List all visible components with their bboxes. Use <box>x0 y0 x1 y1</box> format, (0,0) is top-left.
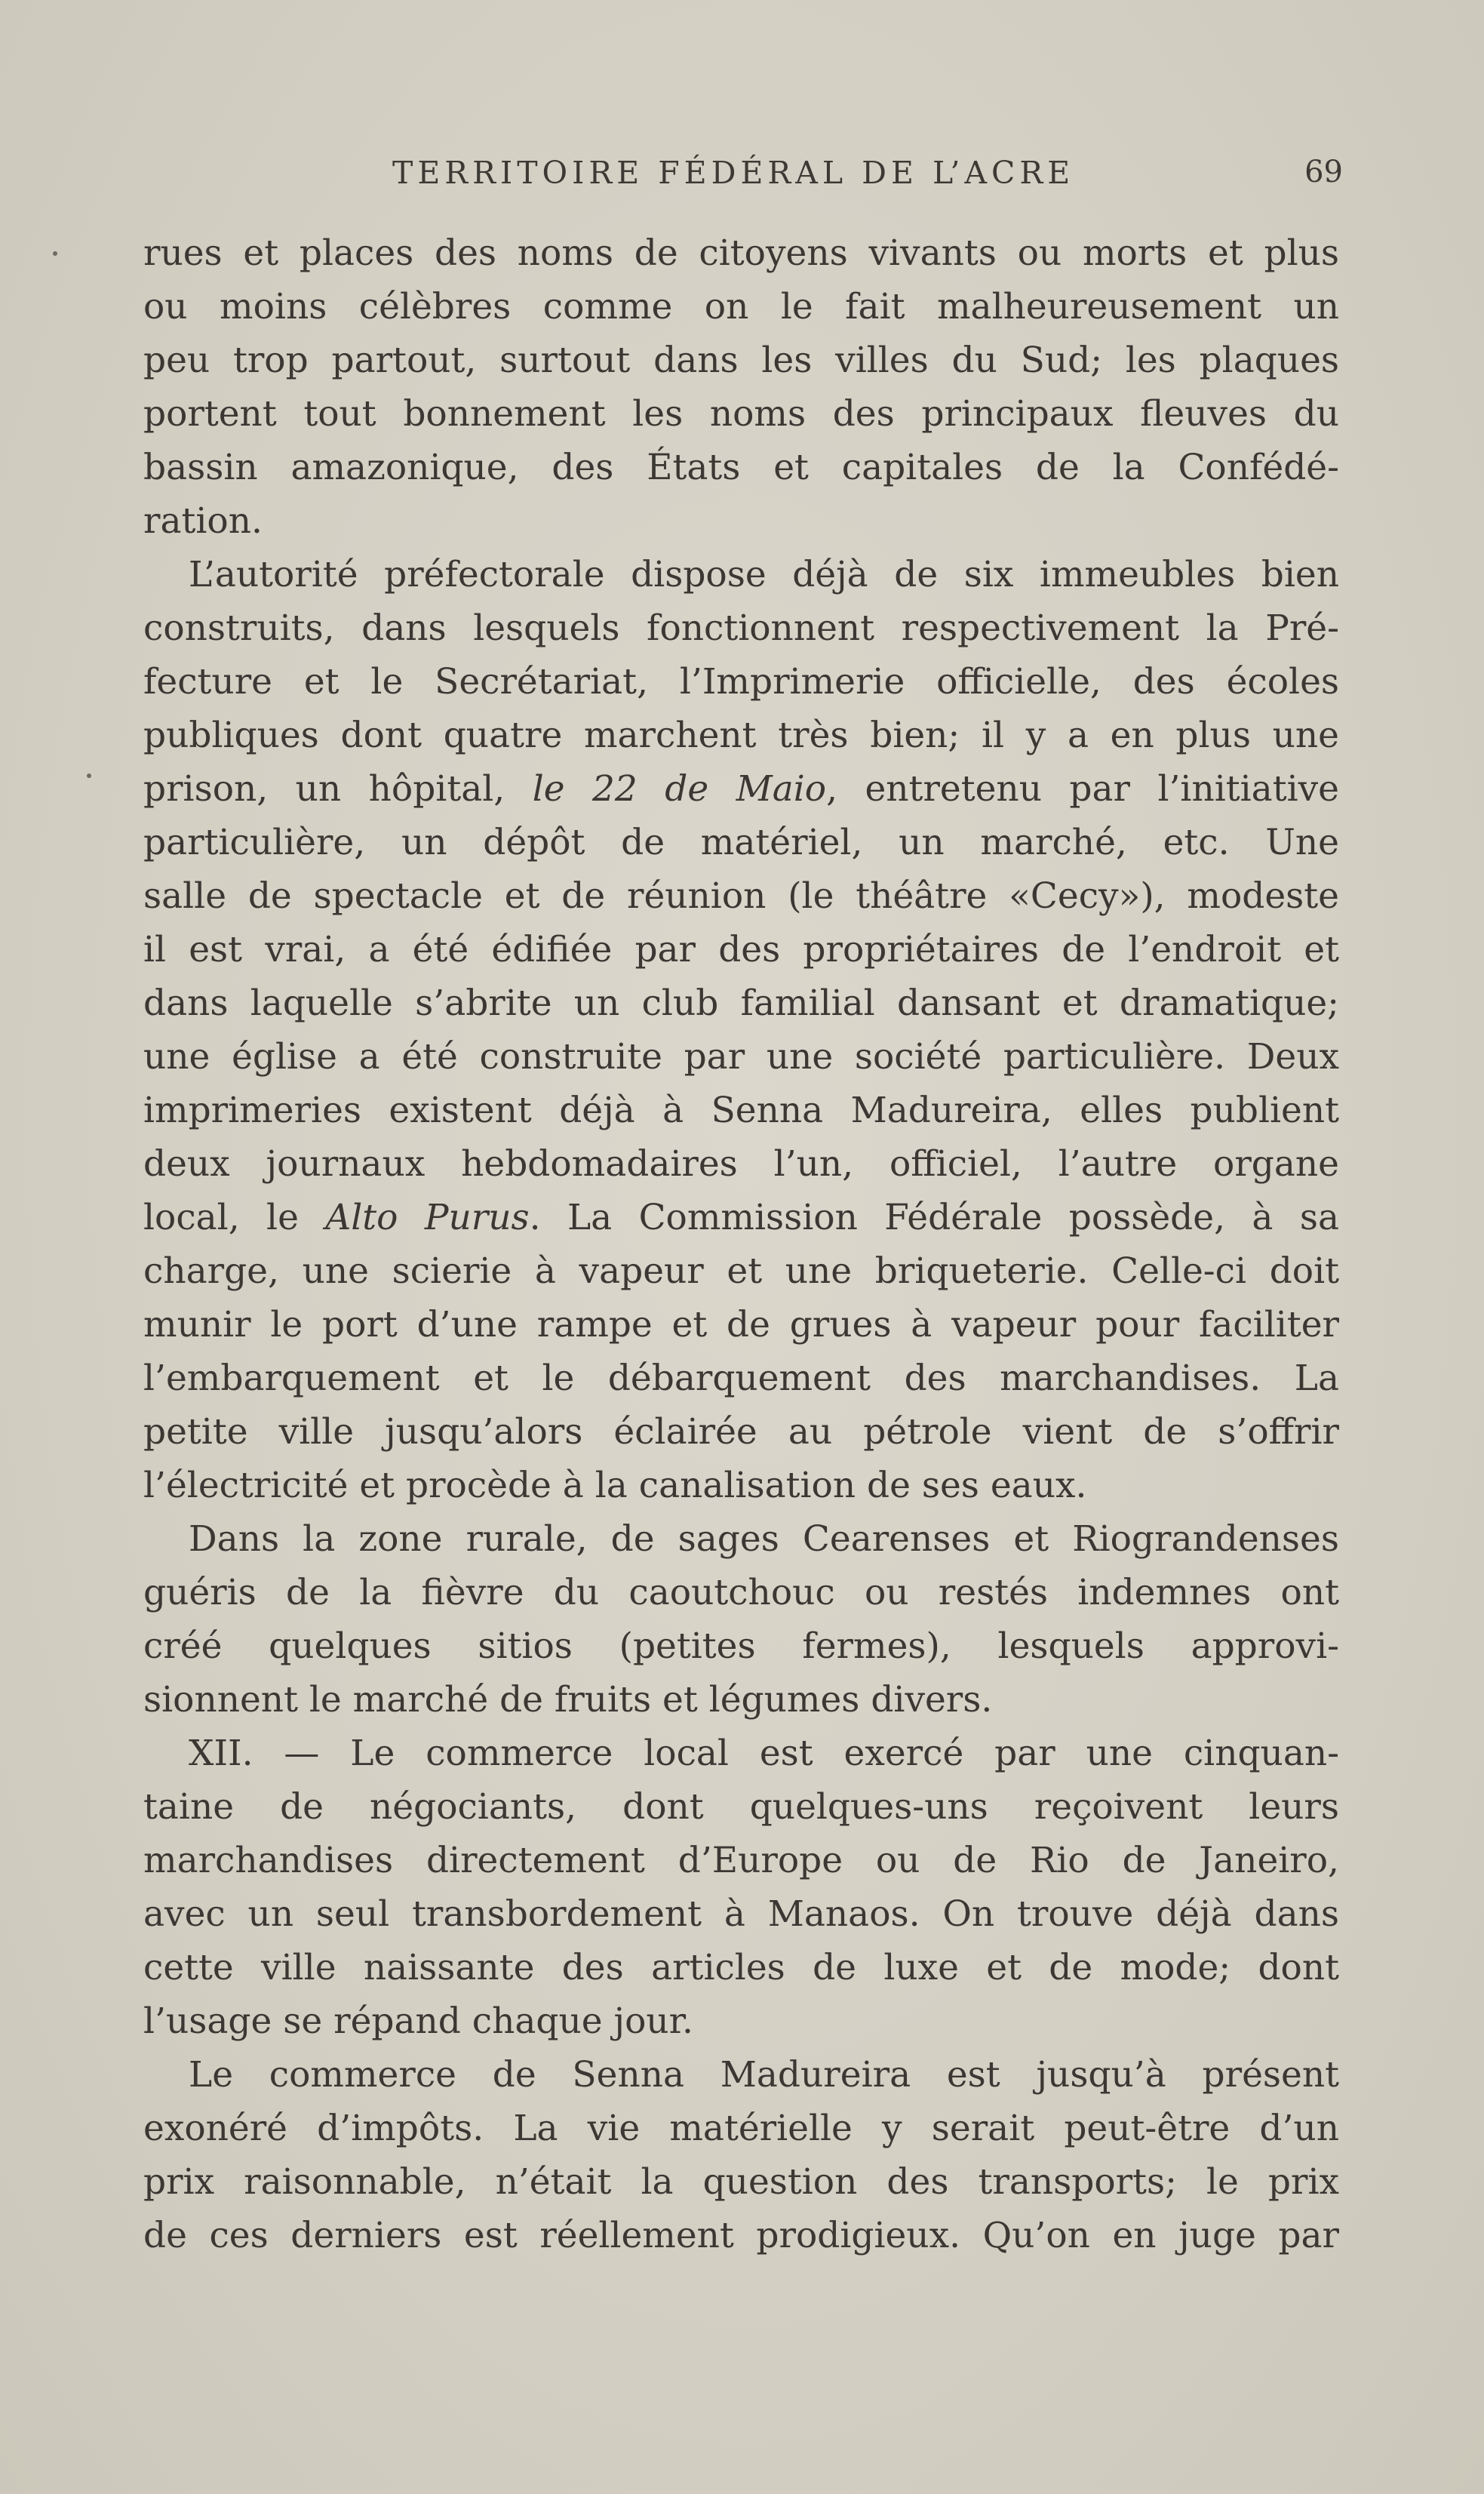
margin-dot <box>53 251 57 256</box>
text-line: il est vrai, a été édifiée par des propriétaires de l’endroit et <box>143 929 1339 970</box>
text-line: salle de spectacle et de réunion (le théâtre «Cecy»), modeste <box>143 875 1339 917</box>
text-line: munir le port d’une rampe et de grues à vapeur pour faciliter <box>143 1304 1339 1345</box>
paragraph <box>143 548 1339 1512</box>
text-line: dans laquelle s’abrite un club familial dansant et dramatique; <box>143 983 1339 1024</box>
text-line: ration. <box>143 500 263 542</box>
text-line: imprimeries existent déjà à Senna Madureira, elles publient <box>143 1090 1339 1131</box>
italic-title: le 22 de Maio <box>532 768 827 810</box>
text-line: prison, un hôpital, le 22 de Maio, entretenu par l’initiative <box>143 768 1339 810</box>
text-line: peu trop partout, surtout dans les villes du Sud; les plaques <box>143 340 1339 381</box>
text-line: prix raisonnable, n’était la question des transports; le prix <box>143 2161 1339 2203</box>
text-line: marchandises directement d’Europe ou de Rio de Janeiro, <box>143 1840 1339 1881</box>
text-line: exonéré d’impôts. La vie matérielle y serait peut-être d’un <box>143 2108 1339 2149</box>
text-line: local, le Alto Purus. La Commission Fédérale possède, à sa <box>143 1197 1339 1238</box>
text-line: construits, dans lesquels fonctionnent respectivement la Pré- <box>143 607 1339 649</box>
text-line: bassin amazonique, des États et capitales de la Confédé- <box>143 447 1339 488</box>
paragraph <box>143 1512 1339 1727</box>
text-line: l’embarquement et le débarquement des marchandises. La <box>143 1358 1339 1399</box>
text-line: Le commerce de Senna Madureira est jusqu’à présent <box>189 2054 1339 2096</box>
paragraph <box>143 2048 1339 2262</box>
margin-dot <box>87 773 91 778</box>
text-line: l’usage se répand chaque jour. <box>143 2000 693 2042</box>
text-line: rues et places des noms de citoyens vivants ou morts et plus <box>143 232 1339 274</box>
running-head <box>143 155 1343 200</box>
text-line: Dans la zone rurale, de sages Cearenses et Riograndenses <box>189 1518 1339 1560</box>
text-line: deux journaux hebdomadaires l’un, officiel, l’autre organe <box>143 1143 1339 1185</box>
italic-title: Alto Purus <box>325 1197 530 1238</box>
text-line: fecture et le Secrétariat, l’Imprimerie officielle, des écoles <box>143 661 1339 703</box>
text-line: l’électricité et procède à la canalisation de ses eaux. <box>143 1465 1087 1506</box>
text-line: avec un seul transbordement à Manaos. On trouve déjà dans <box>143 1893 1339 1935</box>
paragraph <box>143 226 1339 548</box>
text-line: particulière, un dépôt de matériel, un marché, etc. Une <box>143 822 1339 863</box>
text-line: charge, une scierie à vapeur et une briqueterie. Celle-ci doit <box>143 1250 1339 1292</box>
paragraph <box>143 1727 1339 2048</box>
running-title: TERRITOIRE FÉDÉRAL DE L’ACRE <box>392 155 1075 191</box>
text-line: portent tout bonnement les noms des principaux fleuves du <box>143 393 1339 435</box>
text-line: petite ville jusqu’alors éclairée au pétrole vient de s’offrir <box>143 1411 1339 1453</box>
text-line: publiques dont quatre marchent très bien; il y a en plus une <box>143 715 1339 756</box>
page-number: 69 <box>1304 155 1343 189</box>
text-line: cette ville naissante des articles de luxe et de mode; dont <box>143 1947 1339 1988</box>
text-line: guéris de la fièvre du caoutchouc ou restés indemnes ont <box>143 1572 1339 1613</box>
text-line: L’autorité préfectorale dispose déjà de six immeubles bien <box>189 554 1339 595</box>
text-line: ou moins célèbres comme on le fait malheureusement un <box>143 286 1339 328</box>
text-line: créé quelques sitios (petites fermes), lesquels approvi- <box>143 1625 1339 1667</box>
text-line: de ces derniers est réellement prodigieux. Qu’on en juge par <box>143 2215 1339 2256</box>
text-line: une église a été construite par une société particulière. Deux <box>143 1036 1339 1078</box>
text-line: XII. — Le commerce local est exercé par une cinquan- <box>189 1733 1339 1774</box>
text-line: taine de négociants, dont quelques-uns reçoivent leurs <box>143 1786 1339 1828</box>
body-text <box>143 226 1339 2262</box>
text-line: sionnent le marché de fruits et légumes divers. <box>143 1679 993 1721</box>
